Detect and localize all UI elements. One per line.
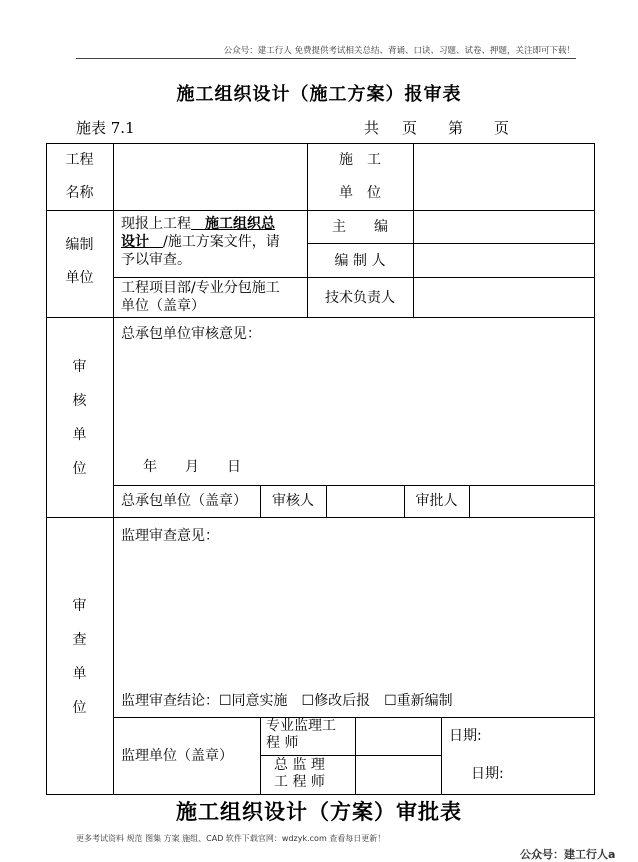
- footer-right-note: 公众号：建工行人a: [520, 848, 616, 861]
- page-info: [364, 117, 509, 138]
- page-total-label: 共: [364, 119, 380, 137]
- chief-editor-label: 主 编: [332, 219, 388, 235]
- compile-unit-label-2: 单位: [65, 270, 94, 286]
- page-unit-label: 页: [402, 119, 418, 137]
- contractor-label-1: 施 工: [339, 152, 381, 168]
- inspect-label-1: 审: [72, 598, 87, 614]
- contractor-label-2: 单 位: [339, 185, 381, 201]
- submit-text: 现报上工程 施工组织总 设计 /施工方案文件，请 予以审查。: [121, 216, 280, 268]
- page-unit-label-2: 页: [494, 119, 510, 137]
- review-label-4: 位: [72, 461, 87, 477]
- footer-note: 更多考试资料 规范 图集 方案 施组、CAD 软件下载官网：wdzyk.com 查看每日更新！: [76, 834, 386, 843]
- supervision-seal: 监理单位（盖章）: [121, 748, 233, 764]
- inspect-label-3: 单: [72, 666, 87, 682]
- inspect-label-2: 查: [72, 632, 87, 648]
- general-contractor-seal: 总承包单位（盖章）: [121, 493, 247, 509]
- review-opinion-label: 总承包单位审核意见：: [121, 326, 261, 342]
- footer-title: 施工组织设计（方案）审批表: [176, 799, 462, 824]
- page-title: 施工组织设计（施工方案）报审表: [176, 84, 462, 105]
- form-number: 施表 7.1: [76, 119, 135, 137]
- approver-label: 审批人: [415, 493, 458, 509]
- date-label-1: 日期:: [449, 728, 482, 744]
- review-label-1: 审: [72, 359, 87, 375]
- specialty-engineer-label: 专业监理工 程 师: [266, 718, 336, 751]
- chief-engineer-label: 总 监 理 工 程 师: [274, 757, 325, 790]
- supervision-conclusion[interactable]: 监理审查结论：☐同意实施 ☐修改后报 ☐重新编制: [121, 693, 453, 709]
- compile-unit-label-1: 编制: [65, 237, 94, 253]
- review-label-3: 单: [72, 427, 87, 443]
- inspect-label-4: 位: [72, 700, 87, 716]
- page-nth-label: 第: [448, 119, 464, 137]
- review-date: 年 月 日: [143, 459, 241, 475]
- dept-text: 工程项目部/专业分包施工 单位（盖章）: [121, 280, 280, 314]
- tech-lead-label: 技术负责人: [325, 290, 395, 306]
- submit-project-name: 施工组织总: [191, 216, 275, 232]
- reviewer-label: 审核人: [272, 493, 314, 509]
- review-label-2: 核: [72, 393, 87, 409]
- compiler-label: 编 制 人: [334, 253, 386, 269]
- header-note: 公众号：建工行人 免费提供考试相关总结、背诵、口诀、习题、试卷、押题，关注即可下载！: [223, 46, 575, 56]
- date-label-2: 日期:: [471, 766, 504, 782]
- project-name-label-2: 名称: [65, 185, 94, 201]
- submit-project-name-cont: 设计: [121, 234, 163, 250]
- project-name-label-1: 工程: [65, 152, 94, 168]
- supervision-opinion-label: 监理审查意见：: [121, 528, 219, 544]
- header-divider: [76, 58, 576, 59]
